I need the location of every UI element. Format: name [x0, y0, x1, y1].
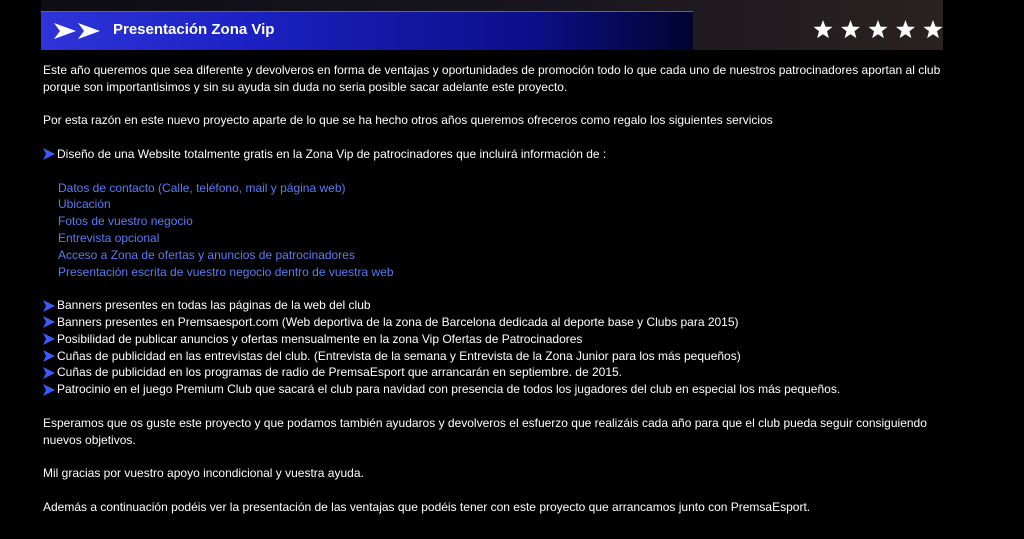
service-item [43, 331, 943, 348]
website-feature-link[interactable]: Datos de contacto (Calle, teléfono, mail y página web) [58, 180, 346, 195]
star-icon [923, 20, 942, 38]
service-item-text: Banners presentes en Premsaesport.com (Web deportiva de la zona de Barcelona dedicada al deporte base y Clubs para 2015) [57, 314, 739, 329]
section-header [41, 11, 693, 50]
arrow-bullet-icon [43, 364, 57, 381]
website-feature-link[interactable]: Ubicación [58, 197, 111, 212]
service-item-text: Banners presentes en todas las páginas de la web del club [57, 298, 371, 313]
star-icon [896, 20, 915, 38]
star-icon [868, 20, 887, 38]
double-chevron-right-icon [54, 22, 104, 40]
arrow-bullet-icon [43, 297, 57, 314]
service-item [43, 381, 943, 398]
arrow-bullet-icon [43, 146, 57, 163]
service-item [43, 348, 943, 365]
service-item [43, 364, 943, 381]
website-item [43, 146, 943, 163]
website-feature-link[interactable]: Acceso a Zona de ofertas y anuncios de patrocinadores [58, 247, 355, 262]
arrow-bullet-icon [43, 331, 57, 348]
arrow-bullet-icon [43, 314, 57, 331]
service-item-text: Patrocinio en el juego Premium Club que sacará el club para navidad con presencia de todos los jugadores del club en especial los más pequeños. [57, 382, 841, 397]
website-item-text: Diseño de una Website totalmente gratis en la Zona Vip de patrocinadores que incluirá información de : [57, 146, 607, 161]
services-list [43, 297, 943, 398]
website-feature-link[interactable]: Entrevista opcional [58, 230, 160, 245]
page-title: Presentación Zona Vip [113, 21, 275, 38]
rating-stars [812, 19, 944, 41]
website-features-list [58, 180, 943, 281]
hope-paragraph: Esperamos que os guste este proyecto y que podamos también ayudaros y devolveros el esfuerzo que realizáis cada año para que el club pueda seguir consiguiendo nuevos objetivos. [43, 415, 927, 447]
intro-paragraph: Este año queremos que sea diferente y devolveros en forma de ventajas y oportunidades de promoción todo lo que cada uno de nuestros patrocinadores aportan al club porque son importantisimos y sin su ayuda sin duda no seria posible sacar adelante este proyecto. [43, 63, 941, 94]
closing-paragraph: Además a continuación podéis ver la presentación de las ventajas que podéis tener con este proyecto que arrancamos junto con PremsaEsport. [43, 499, 811, 514]
service-item-text: Posibilidad de publicar anuncios y ofertas mensualmente en la zona Vip Ofertas de Patrocinadores [57, 331, 583, 346]
arrow-bullet-icon [43, 381, 57, 398]
star-icon [813, 20, 832, 38]
main-content [43, 62, 943, 532]
reason-paragraph: Por esta razón en este nuevo proyecto aparte de lo que se ha hecho otros años queremos ofreceros como regalo los siguientes servicios [43, 113, 773, 128]
arrow-bullet-icon [43, 348, 57, 365]
service-item-text: Cuñas de publicidad en las entrevistas del club. (Entrevista de la semana y Entrevista de la Zona Junior para los más pequeños) [57, 348, 741, 363]
star-icon [841, 20, 860, 38]
thanks-paragraph: Mil gracias por vuestro apoyo incondicional y vuestra ayuda. [43, 466, 364, 481]
service-item [43, 297, 943, 314]
website-feature-link[interactable]: Presentación escrita de vuestro negocio dentro de vuestra web [58, 264, 394, 279]
service-item-text: Cuñas de publicidad en los programas de radio de PremsaEsport que arrancarán en septiembre. de 2015. [57, 365, 623, 380]
service-item [43, 314, 943, 331]
website-feature-link[interactable]: Fotos de vuestro negocio [58, 214, 193, 229]
